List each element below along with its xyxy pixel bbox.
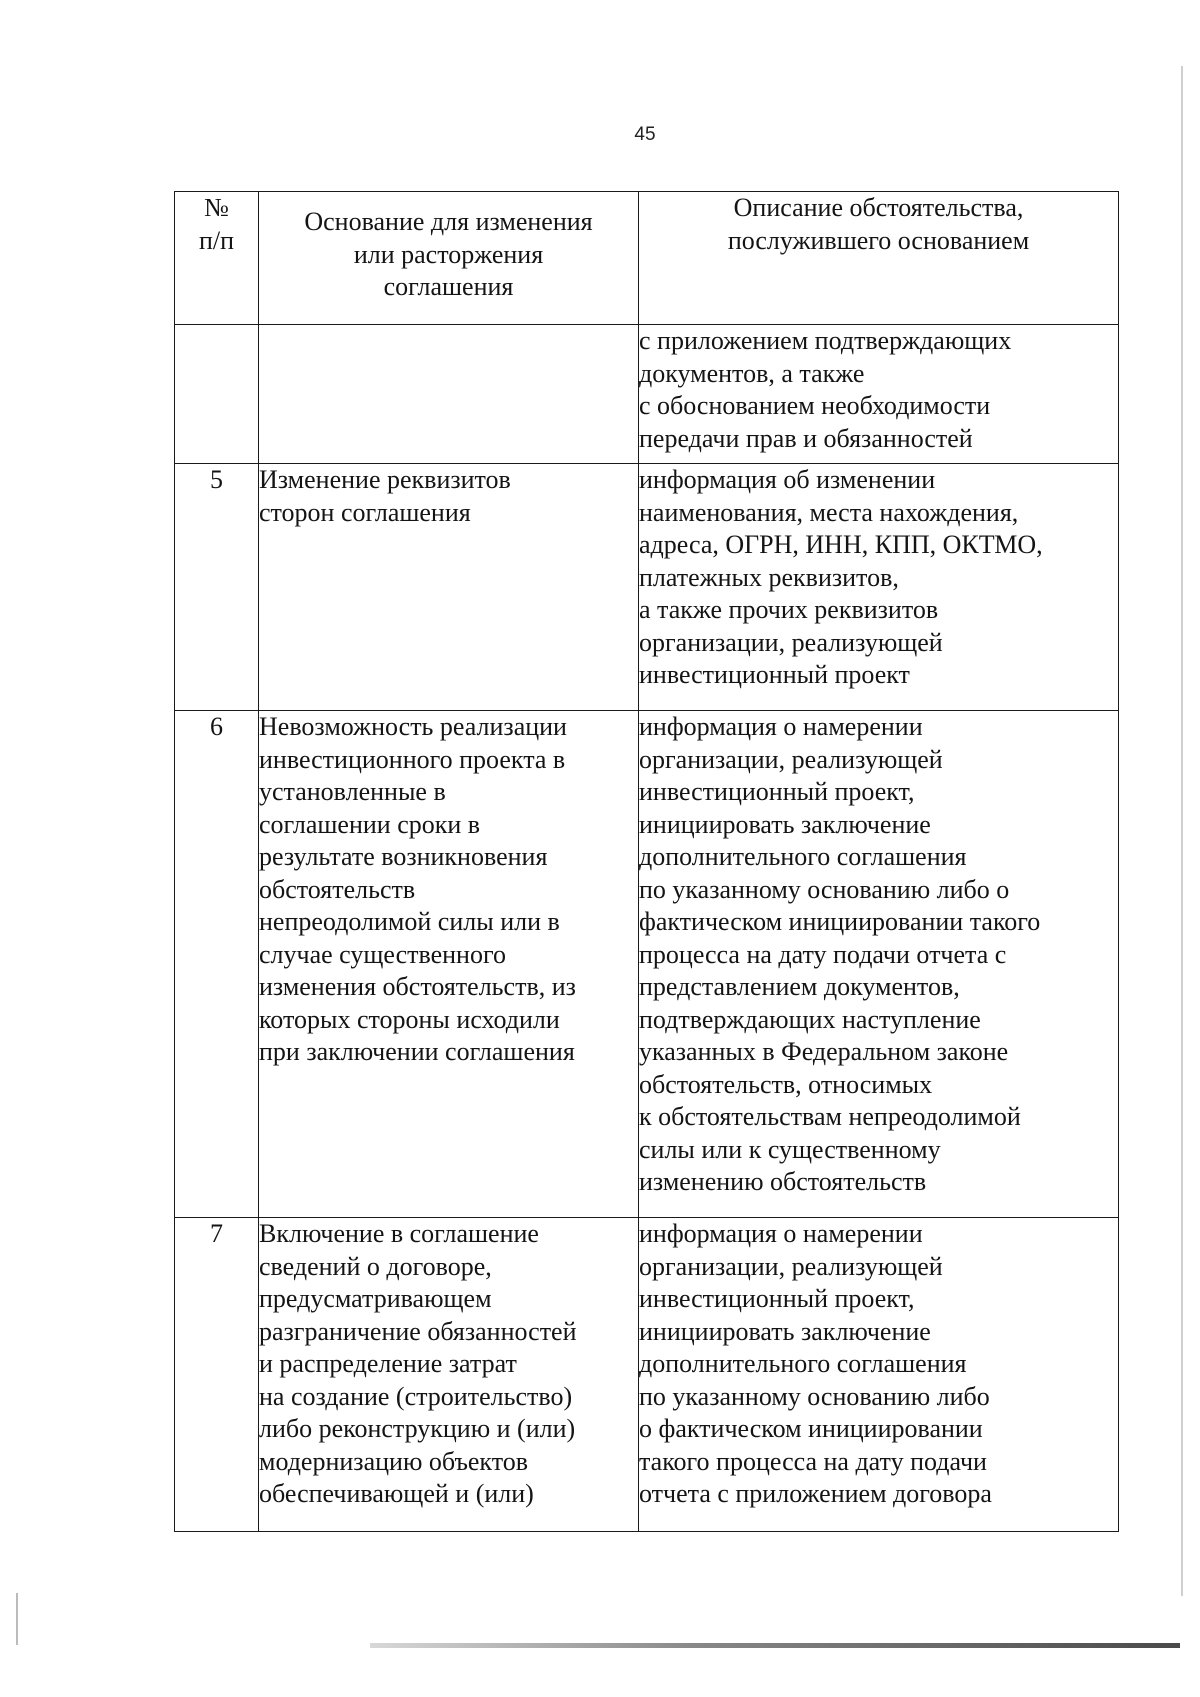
table-row — [175, 1218, 1119, 1532]
description-line: обстоятельств, относимых — [639, 1069, 933, 1099]
description-line: указанных в Федеральном законе — [639, 1037, 1009, 1066]
basis-line: обстоятельств — [259, 874, 416, 904]
description-line: о фактическом инициировании — [639, 1414, 983, 1443]
basis-line: разграничение обязанностей — [259, 1316, 577, 1346]
description-line: такого процесса на дату подачи — [639, 1446, 987, 1476]
basis-line: при заключении соглашения — [259, 1037, 575, 1066]
description-line: инвестиционный проект, — [639, 1284, 915, 1313]
row-number: 6 — [175, 711, 259, 1218]
description-line: а также прочих реквизитов — [639, 595, 939, 624]
basis-line: изменения обстоятельств, из — [259, 972, 576, 1001]
description-line: процесса на дату подачи отчета с — [639, 939, 1007, 969]
basis-line: соглашении сроки в — [259, 809, 481, 839]
row-number — [175, 325, 259, 464]
header-description-line: Описание обстоятельства, — [733, 193, 1024, 222]
description-line: инициировать заключение — [639, 809, 931, 839]
basis-line: установленные в — [259, 777, 446, 806]
description-line: инвестиционный проект — [639, 660, 910, 689]
description-line: информация о намерении — [639, 1219, 923, 1248]
description-line: организации, реализующей — [639, 627, 943, 657]
description-line: подтверждающих наступление — [639, 1004, 981, 1034]
basis-line: либо реконструкцию и (или) — [259, 1414, 576, 1443]
description-line: фактическом инициировании такого — [639, 907, 1041, 936]
table-row — [175, 464, 1119, 711]
description-line: адреса, ОГРН, ИНН, КПП, ОКТМО, — [639, 530, 1043, 559]
header-basis-line: соглашения — [383, 272, 514, 301]
header-basis — [259, 192, 639, 325]
description-line: с обоснованием необходимости — [639, 391, 991, 420]
basis-line: случае существенного — [259, 939, 506, 969]
description-line: инвестиционный проект, — [639, 777, 915, 806]
description-line: дополнительного соглашения — [639, 842, 967, 871]
header-number-line: № — [204, 193, 229, 222]
header-basis-line: или расторжения — [353, 239, 544, 269]
basis-line: результате возникновения — [259, 842, 548, 871]
description-line: силы или к существенному — [639, 1134, 941, 1164]
description-line: с приложением подтверждающих — [639, 326, 1012, 355]
table-header-row — [175, 192, 1119, 325]
row-description — [639, 464, 1119, 711]
description-line: передачи прав и обязанностей — [639, 423, 973, 453]
basis-line: сторон соглашения — [259, 497, 471, 527]
basis-line: обеспечивающей и (или) — [259, 1479, 534, 1508]
header-basis-line: Основание для изменения — [304, 207, 593, 236]
description-line: отчета с приложением договора — [639, 1479, 992, 1508]
table-row — [175, 325, 1119, 464]
header-number-line: п/п — [198, 225, 235, 255]
table-row — [175, 711, 1119, 1218]
row-number: 5 — [175, 464, 259, 711]
row-basis — [259, 711, 639, 1218]
basis-line: модернизацию объектов — [259, 1446, 529, 1476]
row-basis — [259, 464, 639, 711]
description-line: организации, реализующей — [639, 1251, 943, 1281]
header-description-line: послужившего основанием — [727, 225, 1030, 255]
basis-line: Невозможность реализации — [259, 712, 567, 741]
description-line: организации, реализующей — [639, 744, 943, 774]
description-line: представлением документов, — [639, 972, 960, 1001]
description-line: наименования, места нахождения, — [639, 497, 1019, 527]
basis-line: на создание (строительство) — [259, 1381, 573, 1411]
row-description — [639, 1218, 1119, 1532]
basis-line: непреодолимой силы или в — [259, 907, 560, 936]
description-line: платежных реквизитов, — [639, 562, 899, 592]
basis-line: сведений о договоре, — [259, 1251, 492, 1281]
description-line: изменению обстоятельств — [639, 1167, 927, 1196]
description-line: документов, а также — [639, 358, 865, 388]
description-line: информация о намерении — [639, 712, 923, 741]
scan-edge-line — [16, 1593, 18, 1645]
row-description — [639, 325, 1119, 464]
scan-edge-line — [370, 1643, 1180, 1648]
row-number: 7 — [175, 1218, 259, 1532]
description-line: к обстоятельствам непреодолимой — [639, 1102, 1021, 1131]
basis-line: инвестиционного проекта в — [259, 744, 566, 774]
row-basis — [259, 325, 639, 464]
description-line: по указанному основанию либо о — [639, 874, 1010, 904]
description-line: по указанному основанию либо — [639, 1381, 990, 1411]
grounds-table — [174, 191, 1119, 1532]
description-line: дополнительного соглашения — [639, 1349, 967, 1378]
row-basis — [259, 1218, 639, 1532]
basis-line: которых стороны исходили — [259, 1004, 560, 1034]
basis-line: Включение в соглашение — [259, 1219, 539, 1248]
description-line: информация об изменении — [639, 465, 936, 494]
description-line: инициировать заключение — [639, 1316, 931, 1346]
basis-line: и распределение затрат — [259, 1349, 517, 1378]
basis-line: предусматривающем — [259, 1284, 492, 1313]
row-description — [639, 711, 1119, 1218]
header-description — [639, 192, 1119, 325]
page-number: 45 — [634, 124, 656, 145]
header-number — [175, 192, 259, 325]
scan-edge-line — [1181, 66, 1183, 1596]
basis-line: Изменение реквизитов — [259, 465, 511, 494]
